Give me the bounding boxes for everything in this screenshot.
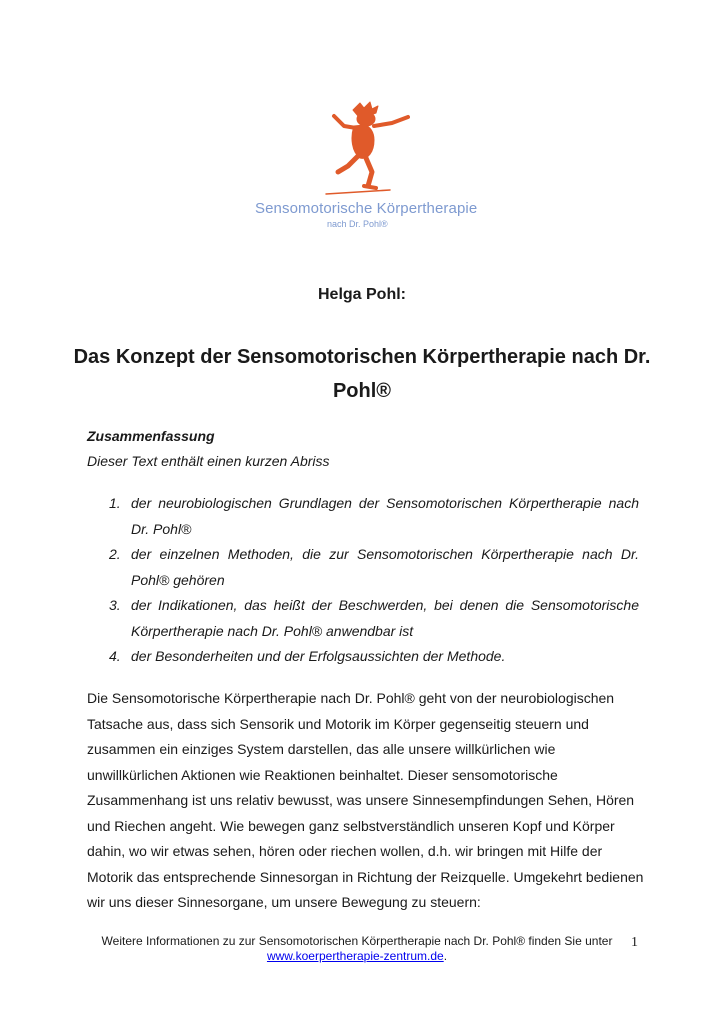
footer-text: Weitere Informationen zu zur Sensomotorischen Körpertherapie nach Dr. Pohl® finden Sie unter [101, 934, 613, 948]
list-text: der Besonderheiten und der Erfolgsaussichten der Methode. [131, 648, 506, 664]
list-number: 4. [109, 648, 121, 664]
logo [255, 100, 478, 235]
list-number: 1. [109, 495, 121, 511]
logo-subtitle: nach Dr. Pohl® [327, 219, 388, 229]
logo-title: Sensomotorische Körpertherapie [255, 200, 478, 217]
list-text: der neurobiologischen Grundlagen der Sensomotorischen Körpertherapie nach Dr. Pohl® [131, 495, 639, 537]
summary-intro: Dieser Text enthält einen kurzen Abriss [87, 453, 330, 469]
body-text: Die Sensomotorische Körpertherapie nach Dr. Pohl® geht von der neurobiologischen Tatsache aus, dass sich Sensorik und Motorik im Körper gegenseitig steuern und zusammen ein einziges System darstellen, das alle unsere willkürlichen wie unwillkürlichen Aktionen wie Reaktionen beinhaltet. Dieser sensomotorische Zusammenhang ist uns relativ bewusst, was unsere Sinnesempfindungen Sehen, Hören und Riechen angeht. Wie bewegen ganz selbstverständlich unseren Kopf und Körper dahin, wo wir etwas sehen, hören oder riechen wollen, d.h. wir bringen mit Hilfe der Motorik das entsprechende Sinnesorgan in Richtung der Reizquelle. Umgekehrt bedienen wir uns dieser Sinnesorgane, um unsere Bewegung zu steuern: [87, 690, 644, 910]
footer-suffix: . [443, 949, 448, 963]
dancing-figure-icon [320, 100, 410, 198]
summary-list [87, 491, 639, 670]
website-link[interactable]: www.koerpertherapie-zentrum.de [266, 949, 444, 963]
author: Helga Pohl: [317, 286, 406, 303]
list-item [87, 542, 639, 593]
body-paragraph [87, 686, 647, 916]
list-number: 2. [109, 546, 121, 562]
summary-heading: Zusammenfassung [87, 428, 215, 444]
list-item [87, 644, 639, 670]
footer [87, 934, 627, 964]
list-text: der einzelnen Methoden, die zur Sensomotorischen Körpertherapie nach Dr. Pohl® gehören [131, 546, 639, 588]
page-number: 1 [631, 935, 638, 950]
document-title: Das Konzept der Sensomotorischen Körpertherapie nach Dr. Pohl® [73, 346, 651, 402]
list-number: 3. [109, 597, 121, 613]
list-item [87, 491, 639, 542]
list-item [87, 593, 639, 644]
list-text: der Indikationen, das heißt der Beschwerden, bei denen die Sensomotorische Körpertherapie nach Dr. Pohl® anwendbar ist [131, 597, 639, 639]
